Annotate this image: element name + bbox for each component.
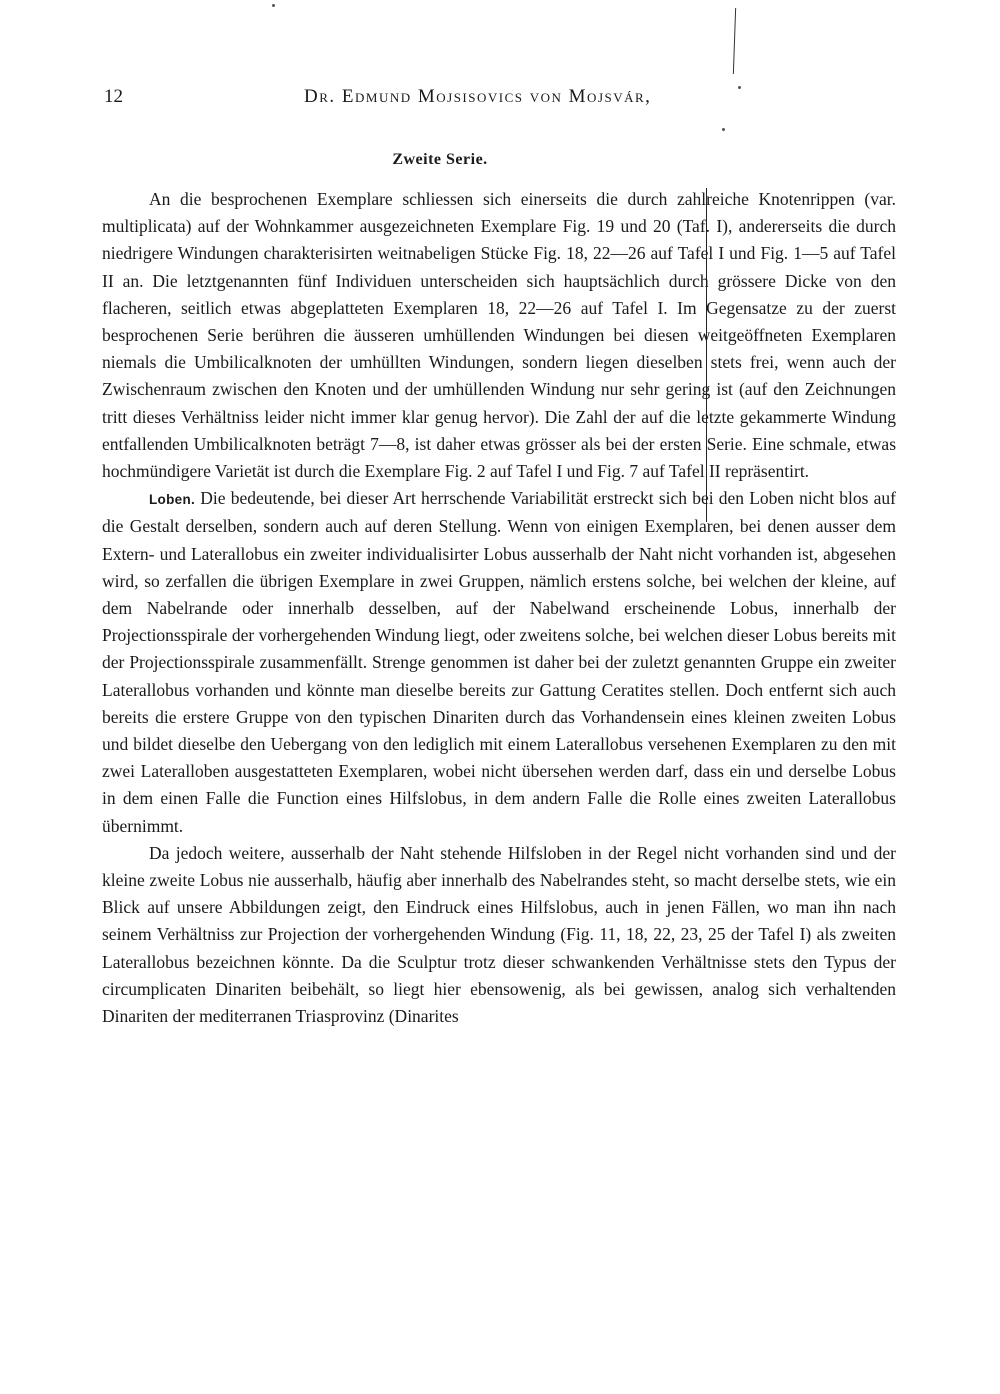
paragraph-zweite-serie: An die besprochenen Exemplare schliessen sich einerseits die durch zahlreiche Knotenrippen (var. multiplicata) auf der Wohnkammer ausgezeichneten Exemplare Fig. 19 und 20 (Taf. I), andererseits die durch niedrigere Windungen charakterisirten weitnabeligen Stücke Fig. 18, 22—26 auf Tafel I und Fig. 1—5 auf Tafel II an. Die letztgenannten fünf Individuen unterscheiden sich hauptsächlich durch grössere Dicke von den flacheren, seitlich etwas abgeplatteten Exemplaren 18, 22—26 auf Tafel I. Im Gegensatze zu der zuerst besprochenen Serie berühren die äusseren umhüllenden Windungen bei diesen weitgeöffneten Exemplaren niemals die Umbilicalknoten der umhüllten Windungen, sondern liegen dieselben stets frei, wenn auch der Zwischenraum zwischen den Knoten und der umhüllenden Windung nur sehr gering ist (auf den Zeichnungen tritt dieses Verhältniss leider nicht immer klar genug hervor). Die Zahl der auf die letzte gekammerte Windung entfallenden Umbilicalknoten beträgt 7—8, ist daher etwas grösser als bei der ersten Serie. Eine schmale, etwas hochmündigere Varietät ist durch die Exemplare Fig. 2 auf Tafel I und Fig. 7 auf Tafel II repräsentirt.	[102, 189, 896, 482]
page-number: 12	[104, 86, 123, 107]
margin-speck	[272, 4, 275, 7]
paragraph-loben	[102, 485, 896, 840]
paragraph-loben-text: Die bedeutende, bei dieser Art herrschende Variabilität erstreckt sich bei den Loben nicht blos auf die Gestalt derselben, sondern auch auf deren Stellung. Wenn von einigen Exemplaren, bei denen ausser dem Extern- und Laterallobus ein zweiter individualisirter Lobus ausserhalb der Naht nicht vorhanden ist, abgesehen wird, so zerfallen die übrigen Exemplare in zwei Gruppen, nämlich erstens solche, bei welchen der kleine, auf dem Nabelrande oder innerhalb desselben, auf der Nabelwand erscheinende Lobus, innerhalb der Projectionsspirale der vorhergehenden Windung liegt, oder zweitens solche, bei welchen dieser Lobus bereits mit der Projectionsspirale zusammenfällt. Strenge genommen ist daher bei der zuletzt genannten Gruppe ein zweiter Laterallobus vorhanden und könnte man dieselbe bereits zur Gattung Ceratites stellen. Doch entfernt sich auch bereits die erstere Gruppe von den typischen Dinariten durch das Vorhandensein eines kleinen zweiten Lobus und bildet dieselbe den Uebergang von den lediglich mit einem Laterallobus versehenen Exemplaren zu den mit zwei Lateralloben ausgestatteten Exemplaren, wobei nicht übersehen werden darf, dass ein und derselbe Lobus in dem einen Falle die Function eines Hilfslobus, in dem andern Falle die Rolle eines zweiten Laterallobus übernimmt.	[102, 488, 897, 836]
page-header	[104, 86, 704, 112]
running-head: Dr. Edmund Mojsisovics von Mojsvár,	[304, 86, 652, 107]
margin-speck	[722, 128, 725, 131]
paragraph-lead-word: Loben.	[149, 492, 196, 508]
body-text	[102, 186, 896, 1030]
section-title: Zweite Serie.	[392, 151, 488, 168]
margin-speck	[738, 86, 741, 89]
margin-pencil-mark	[733, 8, 736, 74]
paragraph-hilfsloben: Da jedoch weitere, ausserhalb der Naht stehende Hilfsloben in der Regel nicht vorhanden sind und der kleine zweite Lobus nie ausserhalb, häufig aber innerhalb des Nabelrandes steht, so macht derselbe stets, wie ein Blick auf unsere Abbildungen zeigt, den Eindruck eines Hilfslobus, auch in jenen Fällen, wo man ihn nach seinem Verhältniss zur Projection der vorhergehenden Windung (Fig. 11, 18, 22, 23, 25 der Tafel I) als zweiten Laterallobus bezeichnen könnte. Da die Sculptur trotz dieser schwankenden Verhältnisse stets den Typus der circumplicaten Dinariten beibehält, so liegt hier ebensowenig, als bei gewissen, analog sich verhaltenden Dinariten der mediterranen Triasprovinz (Dinarites	[102, 842, 896, 1027]
